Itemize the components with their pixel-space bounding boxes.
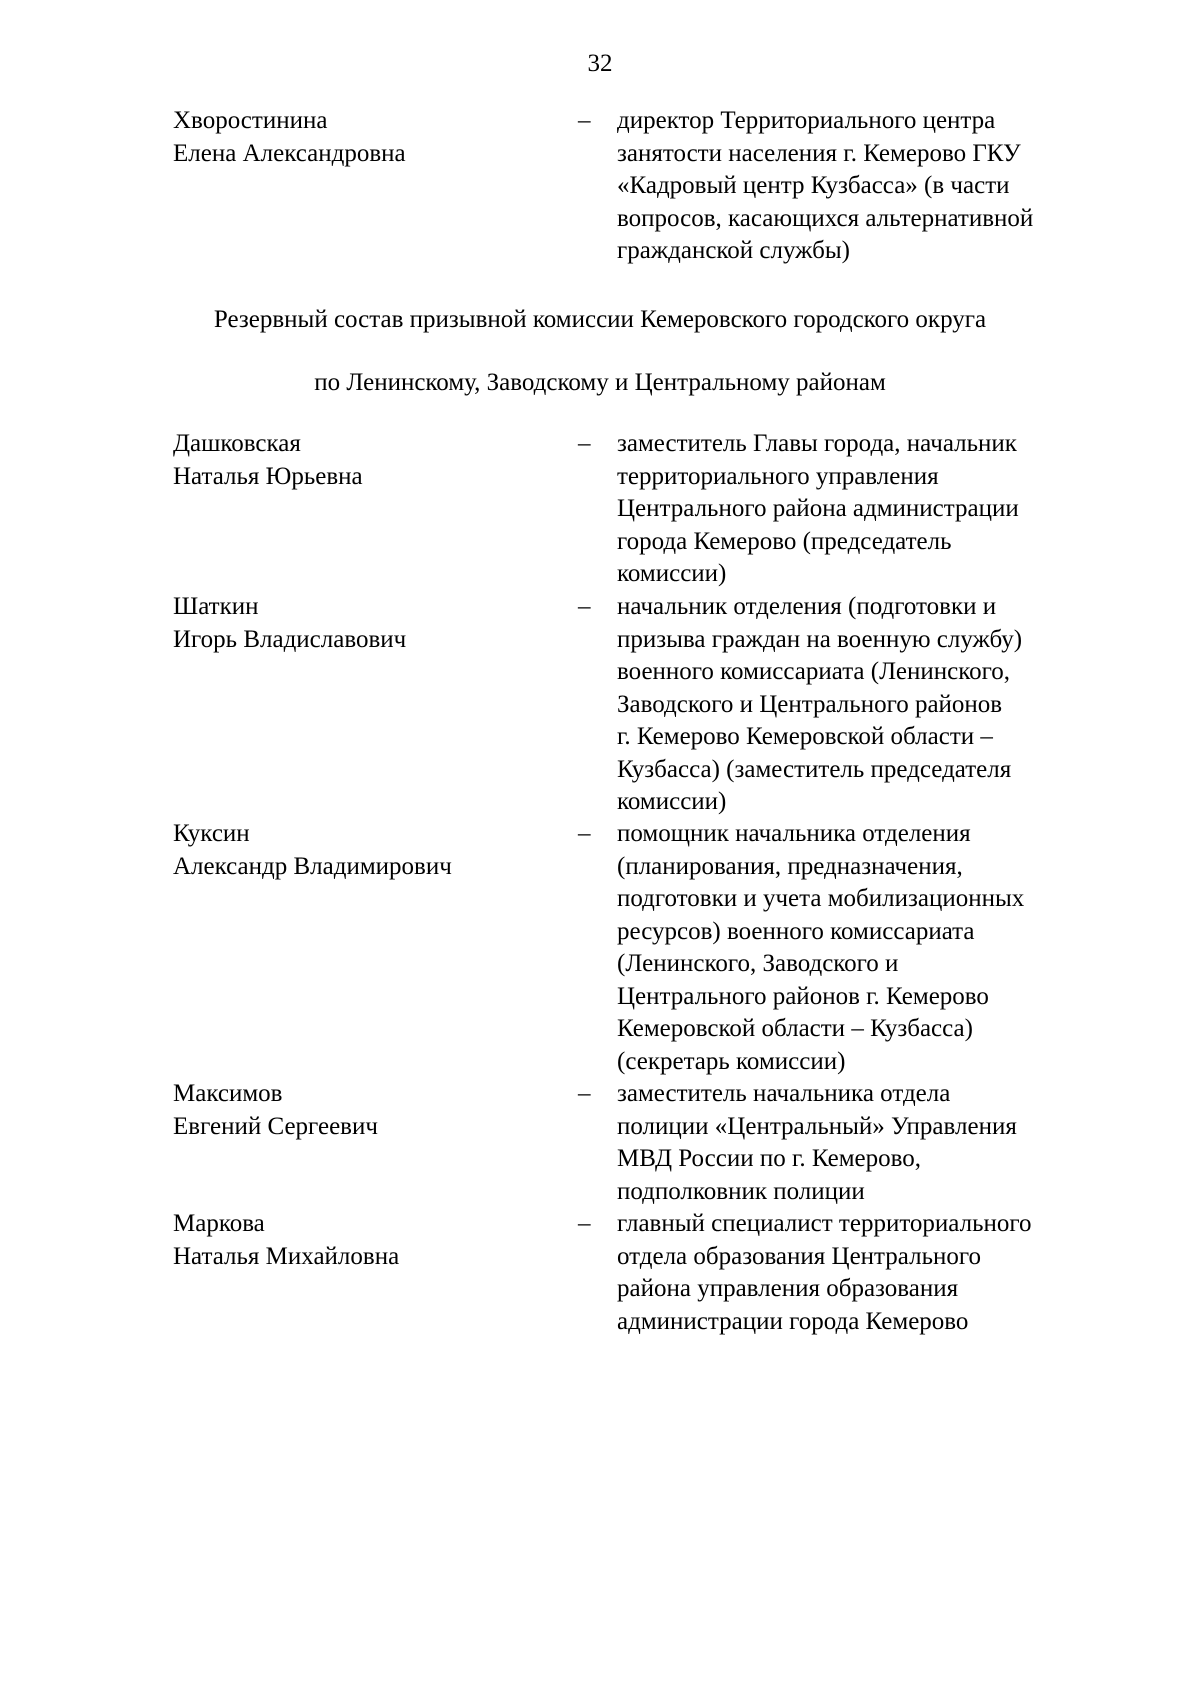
- member-given-names: Елена Александровна: [173, 139, 406, 167]
- section-heading-line-1: Резервный состав призывной комиссии Кемеровского городского округа: [213, 306, 987, 333]
- member-position: [617, 591, 1087, 819]
- member-name: [173, 105, 553, 170]
- position-line: города Кемерово (председатель: [617, 527, 952, 555]
- position-line: (Ленинского, Заводского и: [617, 950, 899, 977]
- position-line: гражданской службы): [617, 237, 850, 264]
- member-surname: Хворостинина: [173, 107, 328, 134]
- member-given-names: Евгений Сергеевич: [173, 1112, 378, 1140]
- position-line: «Кадровый центр Кузбасса» (в части: [617, 172, 1010, 199]
- member-position: [617, 1078, 1087, 1208]
- dash-separator: –: [578, 1080, 591, 1107]
- member-surname: Шаткин: [173, 593, 259, 620]
- position-line: заместитель начальника отдела: [617, 1080, 951, 1107]
- member-given-names: Александр Владимирович: [173, 852, 452, 880]
- member-given-names: Наталья Юрьевна: [173, 462, 363, 490]
- member-surname: Дашковская: [173, 430, 301, 457]
- member-name: [173, 1078, 553, 1143]
- dash-separator: –: [578, 1210, 591, 1237]
- member-name: [173, 1208, 553, 1273]
- position-line: вопросов, касающихся альтернативной: [617, 204, 1034, 232]
- position-line: Заводского и Центрального районов: [617, 690, 1003, 718]
- page-number: 32: [587, 50, 613, 77]
- member-position: [617, 1208, 1087, 1338]
- member-name: [173, 591, 553, 656]
- member-position: [617, 105, 1087, 268]
- member-name: [173, 428, 553, 493]
- position-line: Центрального района администрации: [617, 495, 1019, 522]
- section-heading-line-2: по Ленинскому, Заводскому и Центральному районам: [314, 369, 886, 396]
- position-line: района управления образования: [617, 1275, 959, 1302]
- position-line: главный специалист территориального: [617, 1210, 1032, 1237]
- position-line: военного комиссариата (Ленинского,: [617, 658, 1010, 685]
- position-line: комиссии): [617, 788, 727, 815]
- dash-separator: –: [578, 107, 591, 134]
- member-surname: Маркова: [173, 1210, 265, 1237]
- position-line: г. Кемерово Кемеровской области –: [617, 723, 993, 750]
- position-line: занятости населения г. Кемерово ГКУ: [617, 139, 1021, 167]
- position-line: территориального управления: [617, 462, 939, 490]
- member-name: [173, 818, 553, 883]
- position-line: Центрального районов г. Кемерово: [617, 982, 989, 1010]
- position-line: комиссии): [617, 560, 727, 587]
- position-line: ресурсов) военного комиссариата: [617, 917, 975, 945]
- member-surname: Куксин: [173, 820, 250, 847]
- position-line: призыва граждан на военную службу): [617, 625, 1023, 653]
- position-line: полиции «Центральный» Управления: [617, 1112, 1017, 1140]
- dash-separator: –: [578, 820, 591, 847]
- member-given-names: Игорь Владиславович: [173, 625, 407, 653]
- position-line: (планирования, предназначения,: [617, 852, 963, 880]
- position-line: директор Территориального центра: [617, 107, 996, 134]
- position-line: МВД России по г. Кемерово,: [617, 1145, 922, 1172]
- position-line: (секретарь комиссии): [617, 1047, 846, 1075]
- member-position: [617, 428, 1087, 591]
- position-line: Кузбасса) (заместитель председателя: [617, 755, 1012, 783]
- member-surname: Максимов: [173, 1080, 283, 1107]
- dash-separator: –: [578, 430, 591, 457]
- position-line: заместитель Главы города, начальник: [617, 430, 1017, 457]
- member-position: [617, 818, 1087, 1078]
- position-line: помощник начальника отделения: [617, 820, 971, 847]
- position-line: подготовки и учета мобилизационных: [617, 885, 1025, 912]
- member-given-names: Наталья Михайловна: [173, 1242, 400, 1270]
- dash-separator: –: [578, 593, 591, 620]
- position-line: администрации города Кемерово: [617, 1307, 969, 1335]
- position-line: Кемеровской области – Кузбасса): [617, 1015, 973, 1042]
- position-line: начальник отделения (подготовки и: [617, 593, 997, 620]
- position-line: отдела образования Центрального: [617, 1242, 981, 1270]
- position-line: подполковник полиции: [617, 1177, 865, 1205]
